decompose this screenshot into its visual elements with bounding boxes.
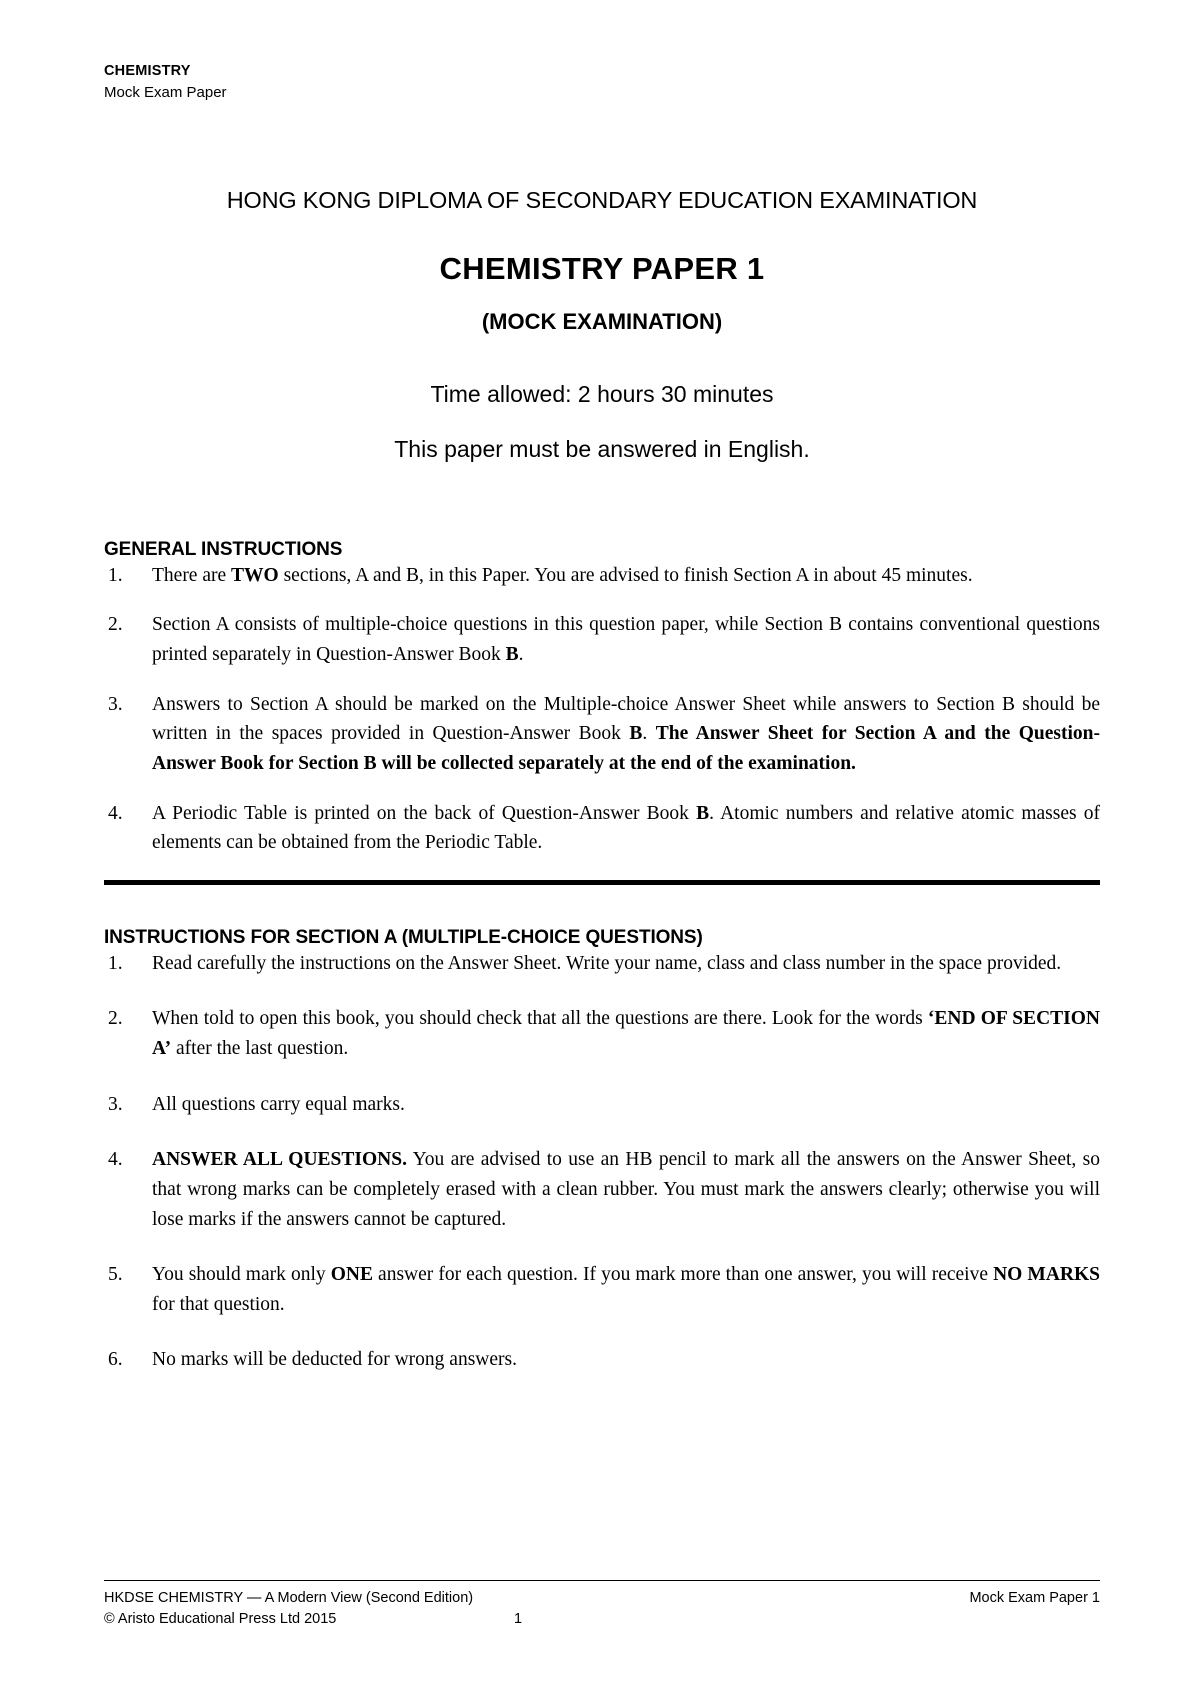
list-item-text: No marks will be deducted for wrong answers. [152, 1349, 517, 1371]
footer-row-2 [104, 1609, 1100, 1630]
list-item-number: 5. [108, 1264, 123, 1286]
title-block [104, 187, 1100, 463]
list-item-number: 1. [108, 564, 123, 586]
running-head-kind: Mock Exam Paper [104, 83, 227, 101]
page-footer [104, 1580, 1100, 1630]
list-item-number: 1. [108, 952, 123, 974]
list-item [104, 1260, 1100, 1319]
section-a-instructions-list [104, 949, 1100, 1375]
list-item-number: 4. [108, 1149, 123, 1171]
list-item-text: All questions carry equal marks. [152, 1093, 405, 1115]
list-item-text: ANSWER ALL QUESTIONS. You are advised to use an HB pencil to mark all the answers on the Answer Sheet, so that wrong marks can be completely erased with a clean rubber. You must mark the answers clearly; otherwise you will lose marks if the answers cannot be captured. [152, 1149, 1100, 1230]
language-note: This paper must be answered in English. [394, 435, 810, 462]
list-item [104, 1145, 1100, 1234]
exam-authority: HONG KONG DIPLOMA OF SECONDARY EDUCATION EXAMINATION [226, 186, 978, 213]
list-item [104, 1004, 1100, 1063]
time-allowed: Time allowed: 2 hours 30 minutes [430, 380, 774, 407]
list-item-number: 2. [108, 1008, 123, 1030]
page-title: CHEMISTRY PAPER 1 [439, 250, 765, 286]
list-item-number: 6. [108, 1349, 123, 1371]
list-item [104, 1090, 1100, 1120]
list-item-number: 3. [108, 1093, 123, 1115]
section-divider [104, 880, 1100, 885]
list-item [104, 610, 1100, 669]
footer-publication: HKDSE CHEMISTRY — A Modern View (Second Edition) [104, 1589, 474, 1606]
list-item-text: Answers to Section A should be marked on the Multiple-choice Answer Sheet while answers to Section B should be written in the spaces provided in Question-Answer Book B. The Answer Sheet for Section A and the Question-Answer Book for Section B will be collected separately at the end of the examination. [152, 693, 1100, 774]
footer-paper-label: Mock Exam Paper 1 [969, 1589, 1100, 1606]
list-item [104, 561, 1100, 591]
running-head-subject: CHEMISTRY [104, 63, 191, 79]
general-instructions-heading: GENERAL INSTRUCTIONS [104, 538, 343, 560]
list-item-text: Read carefully the instructions on the Answer Sheet. Write your name, class and class number in the space provided. [152, 952, 1062, 974]
footer-copyright: © Aristo Educational Press Ltd 2015 [104, 1610, 337, 1627]
list-item [104, 799, 1100, 858]
list-item-number: 4. [108, 802, 123, 824]
footer-row-1 [104, 1588, 1100, 1609]
list-item-text: A Periodic Table is printed on the back of Question-Answer Book B. Atomic numbers and relative atomic masses of elements can be obtained from the Periodic Table. [152, 802, 1100, 854]
general-instructions-list [104, 561, 1100, 858]
running-head [104, 62, 1100, 103]
list-item-text: You should mark only ONE answer for each question. If you mark more than one answer, you will receive NO MARKS for that question. [152, 1264, 1101, 1315]
list-item [104, 690, 1100, 779]
paper-subtitle: (MOCK EXAMINATION) [481, 308, 723, 334]
list-item-number: 2. [108, 614, 123, 636]
list-item-text: There are TWO sections, A and B, in this Paper. You are advised to finish Section A in about 45 minutes. [152, 564, 973, 586]
footer-page-number: 1 [514, 1610, 523, 1627]
section-a-instructions-heading: INSTRUCTIONS FOR SECTION A (MULTIPLE-CHOICE QUESTIONS) [104, 926, 703, 948]
list-item-text: When told to open this book, you should check that all the questions are there. Look for the words ‘END OF SECTION A’ after the last question. [152, 1008, 1100, 1060]
list-item-number: 3. [108, 693, 123, 715]
list-item [104, 1345, 1100, 1375]
list-item [104, 949, 1100, 979]
footer-divider [104, 1580, 1100, 1581]
list-item-text: Section A consists of multiple-choice questions in this question paper, while Section B contains conventional questions printed separately in Question-Answer Book B. [152, 614, 1100, 666]
